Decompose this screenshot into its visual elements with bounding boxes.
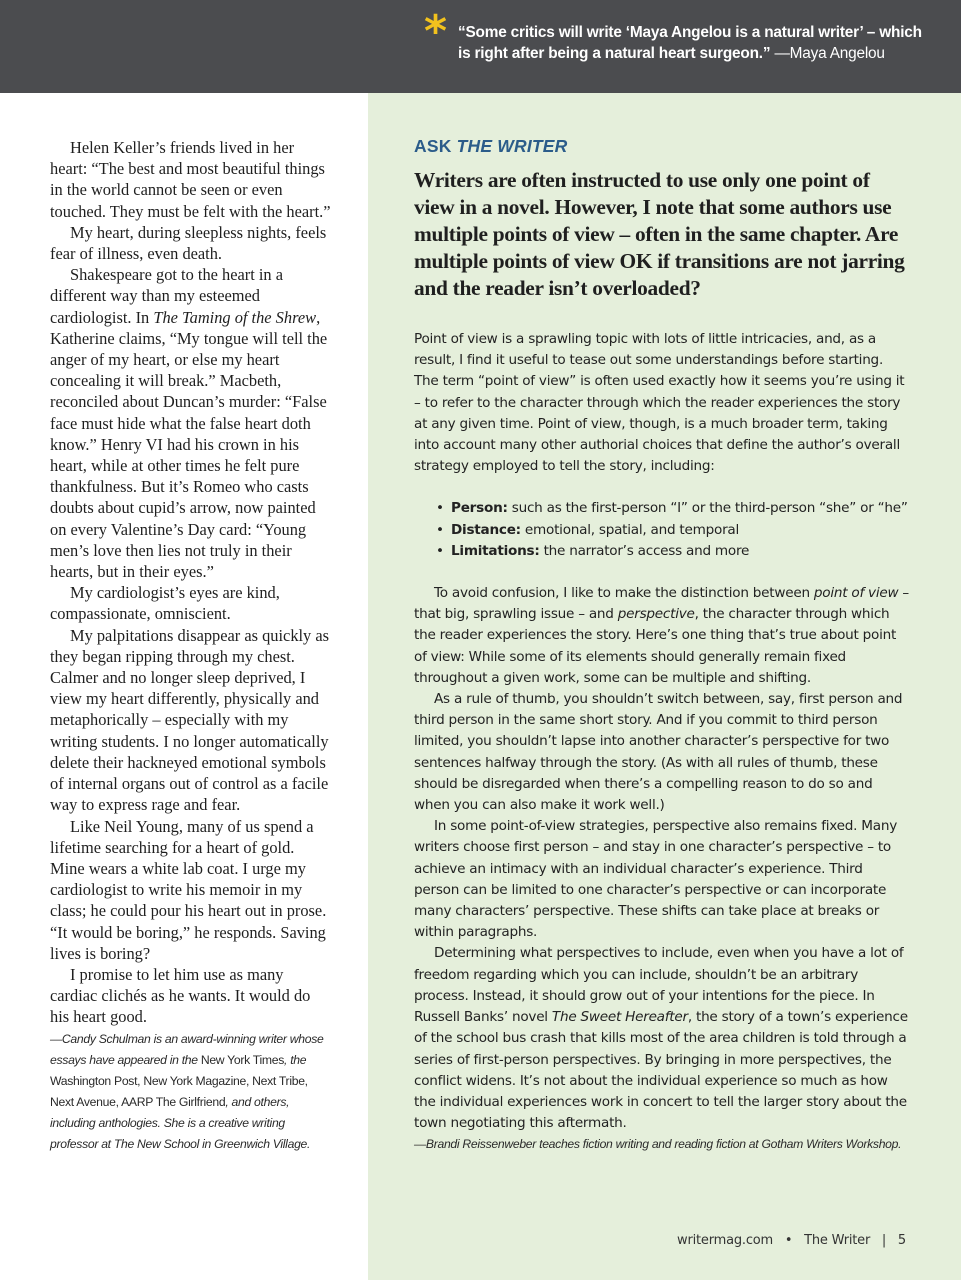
author-bio: —Candy Schulman is an award-winning writer whose essays have appeared in the New York Times, the Washington Post, New York Magazine, Next Tribe, Next Avenue, AARP The Girlfriend, and others, including anthologies. She is a creative writing professor at The New School in Greenwich Village. — [50, 1031, 324, 1151]
essay-paragraph: I promise to let him use as many cardiac clichés as he wants. It would do his heart good. — [50, 964, 311, 1027]
section-title — [414, 136, 568, 157]
page-number: 5 — [897, 1233, 906, 1248]
footer-magazine: The Writer — [804, 1233, 871, 1248]
essay-paragraph: Shakespeare got to the heart in a different way than my esteemed cardiologist. In The Taming of the Shrew, Katherine claims, “My tongue will tell the anger of my heart, or else my heart concealing it will break.” Macbeth, reconciled about Duncan’s murder: “False face must hide what the false heart doth know.” Henry VI had his crown in his heart, while at other times he felt pure thankfulness. But it’s Romeo who casts doubts about cupid’s arrow, now painted on every Valentine’s Day card: “Young men’s love then lies not truly in their hearts, but in their eyes.” — [50, 265, 328, 582]
section-title-prefix: ASK — [414, 136, 457, 156]
bullet-icon: • — [436, 521, 444, 538]
answer-paragraph: To avoid confusion, I like to make the distinction between point of view – that big, sprawling issue – and perspective, the character through which the reader experiences the story. Here’s one thing that’s true about point of view: While some of its elements should generally remain fixed throughout a given work, some can be multiple and shifting. — [414, 585, 909, 686]
reader-question: Writers are often instructed to use only one point of view in a novel. However, I note that some authors use multiple points of view – often in the same chapter. Are multiple points of view OK if transitions are not jarring and the reader isn’t overloaded? — [414, 168, 905, 300]
essay-paragraph: My cardiologist’s eyes are kind, compassionate, omniscient. — [50, 583, 280, 624]
bullet-term: Person: — [451, 500, 508, 517]
bullet-icon: • — [436, 500, 444, 517]
answer-intro: Point of view is a sprawling topic with lots of little intricacies, and, as a result, I find it useful to tease out some understandings before starting. The term “point of view” is often used exactly how it seems you’re using it – to refer to the character through which the reader experiences the story at any given time. Point of view, though, is a much broader term, taking into account many other authorial choices that define the author’s overall strategy employed to tell the story, including: — [414, 331, 905, 475]
bullet-text: the narrator’s access and more — [539, 542, 750, 559]
answer-body — [414, 329, 910, 1155]
bullet-term: Limitations: — [451, 542, 540, 559]
quote-text: “Some critics will write ‘Maya Angelou is a natural writer’ – which is right after being a natural heart surgeon.” — [458, 24, 922, 62]
section-title-italic: THE WRITER — [456, 136, 568, 156]
bullet-icon: • — [436, 542, 444, 559]
pull-quote — [458, 22, 938, 64]
bullet-list — [414, 498, 910, 562]
list-item — [436, 541, 910, 562]
bullet-text: emotional, spatial, and temporal — [520, 521, 740, 538]
page-footer — [677, 1233, 906, 1248]
list-item — [436, 520, 910, 541]
footer-separator: • — [784, 1233, 793, 1248]
bullet-term: Distance: — [451, 521, 521, 538]
essay-paragraph: My palpitations disappear as quickly as they began ripping through my chest. Calmer and no longer sleep deprived, I view my heart differently, physically and metaphorically – especially with my writing students. I no longer automatically delete their hackneyed emotional symbols of internal organs out of control as a facile way to express rage and fear. — [50, 625, 330, 815]
essay-paragraph: My heart, during sleepless nights, feels fear of illness, even death. — [50, 222, 327, 264]
list-item — [436, 498, 910, 519]
essay-paragraph: Helen Keller’s friends lived in her heart: “The best and most beautiful things in the world cannot be seen or even touched. They must be felt with the heart.” — [50, 138, 331, 221]
footer-divider: | — [881, 1233, 887, 1248]
asterisk-icon: * — [424, 6, 448, 57]
quote-attribution: —Maya Angelou — [774, 45, 885, 62]
answer-credit: —Brandi Reissenweber teaches fiction writing and reading fiction at Gotham Writers Workshop. — [414, 1137, 902, 1152]
bullet-text: such as the first-person “I” or the third-person “she” or “he” — [507, 500, 908, 517]
footer-site: writermag.com — [677, 1233, 774, 1248]
essay-column — [50, 137, 332, 1155]
essay-paragraph: Like Neil Young, many of us spend a lifetime searching for a heart of gold. Mine wears a white lab coat. I urge my cardiologist to write his memoir in my class; he could pour his heart out in prose. “It would be boring,” he responds. Saving lives is boring? — [50, 816, 327, 963]
answer-paragraph: Determining what perspectives to include, even when you have a lot of freedom regarding which you can include, shouldn’t be an arbitrary process. Instead, it should grow out of your intentions for the piece. In Russell Banks’ novel The Sweet Hereafter, the story of a town’s experience of the school bus crash that kills most of the area children is told through a series of first-person perspectives. By bringing in more perspectives, the conflict widens. It’s not about the individual experience so much as how the individual experiences work in concert to tell the larger story about the town negotiating this aftermath. — [414, 945, 908, 1132]
answer-paragraph: As a rule of thumb, you shouldn’t switch between, say, first person and third person in the same short story. And if you commit to third person limited, you shouldn’t lapse into another character’s perspective for two sentences halfway through the story. (As with all rules of thumb, these should be disregarded when there’s a compelling reason to do so and when you can also make it work well.) — [414, 691, 903, 814]
answer-paragraph: In some point-of-view strategies, perspective also remains fixed. Many writers choose first person – and stay in one character’s perspective – to achieve an intimacy with an individual character’s experience. Third person can be limited to one character’s perspective or can incorporate many characters’ perspective. These shifts can take place at breaks or within paragraphs. — [414, 818, 897, 941]
